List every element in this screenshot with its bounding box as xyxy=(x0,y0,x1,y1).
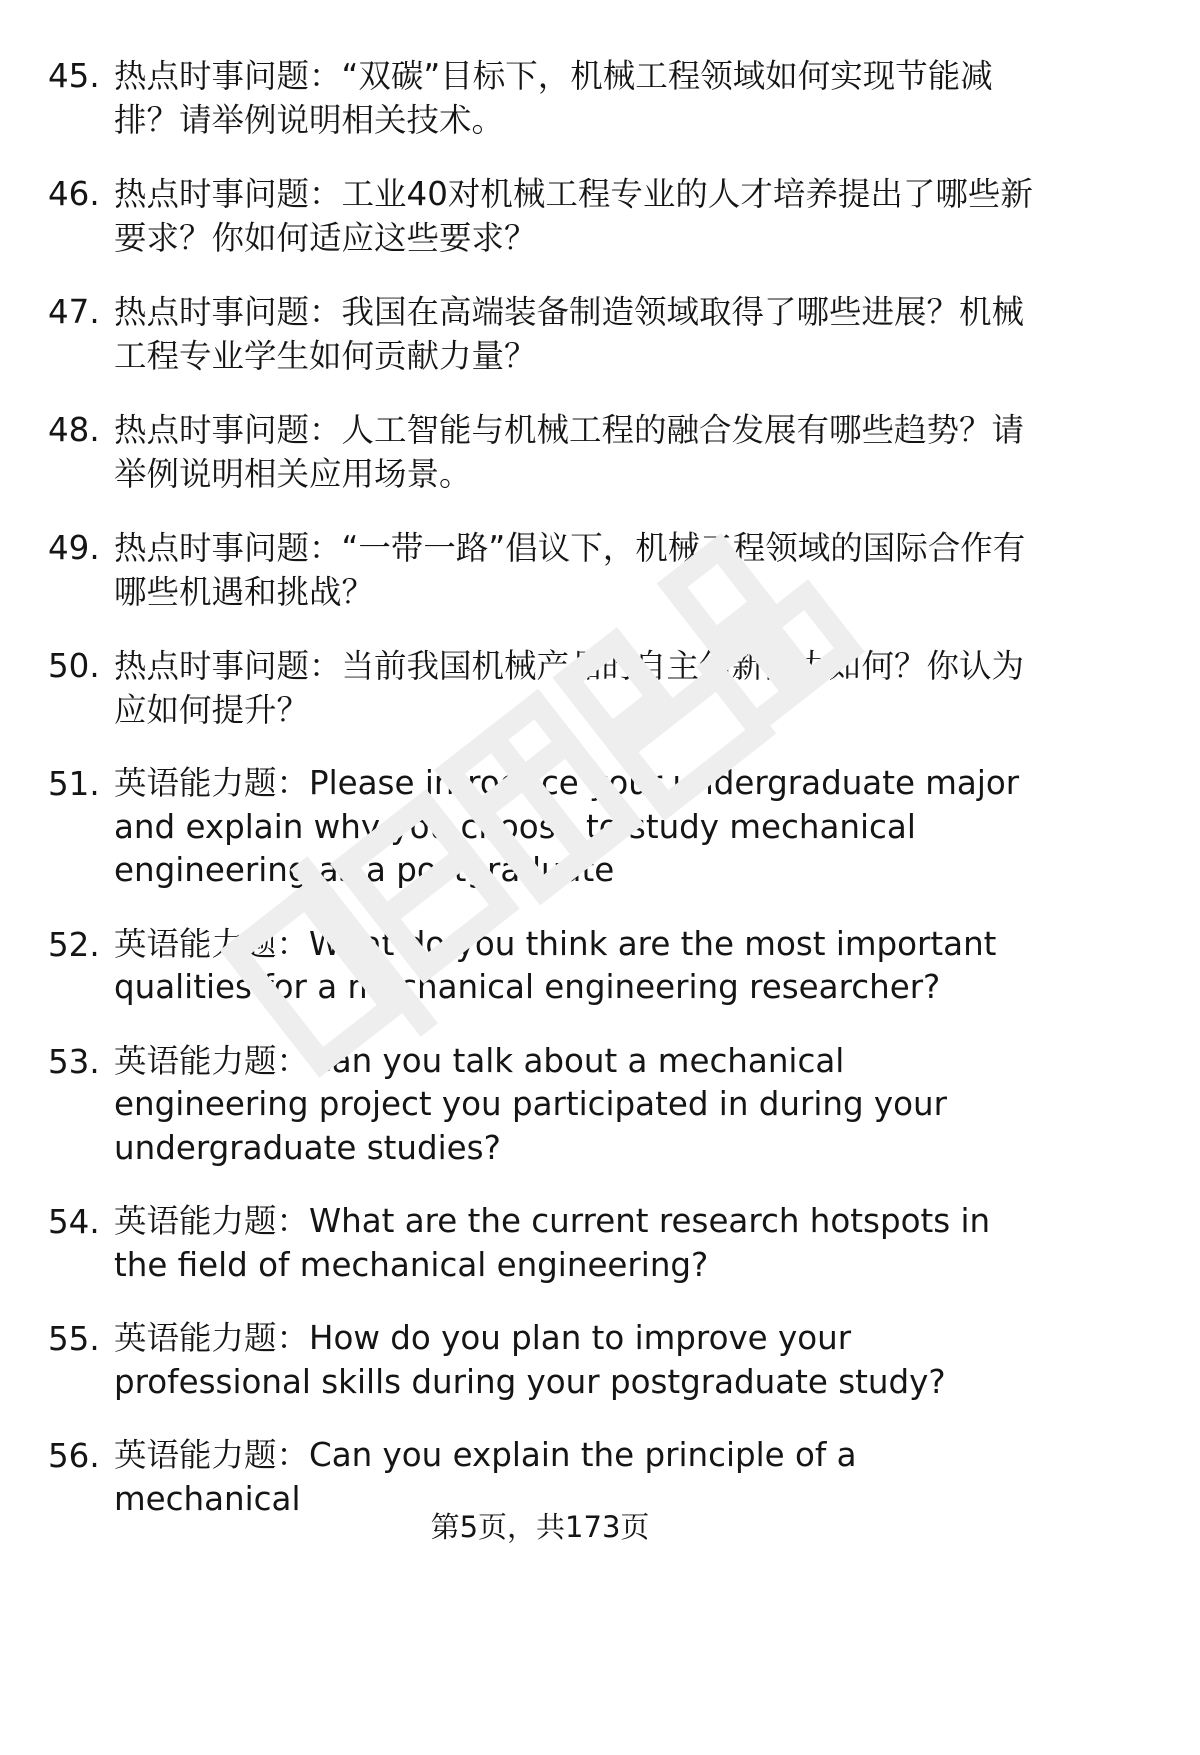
question-body xyxy=(114,762,1038,893)
question-category: 热点时事问题： xyxy=(114,293,342,331)
question-item xyxy=(48,644,1038,732)
question-body xyxy=(114,172,1038,260)
question-item xyxy=(48,290,1038,378)
question-category: 英语能力题： xyxy=(114,1436,310,1474)
question-text: Can you talk about a mechanical engineering project you participated in during your undergraduate studies? xyxy=(114,1041,948,1167)
question-item xyxy=(48,1040,1038,1171)
question-list xyxy=(48,54,1038,1551)
question-text: How do you plan to improve your professional skills during your postgraduate study? xyxy=(114,1319,946,1401)
question-number: 48. xyxy=(48,411,100,449)
question-number: 45. xyxy=(48,57,100,95)
question-body xyxy=(114,644,1038,732)
question-item xyxy=(48,1200,1038,1287)
question-number: 47. xyxy=(48,293,100,331)
question-number: 50. xyxy=(48,647,100,685)
question-number: 49. xyxy=(48,529,100,567)
question-category: 热点时事问题： xyxy=(114,175,342,213)
question-text: 人工智能与机械工程的融合发展有哪些趋势？请举例说明相关应用场景。 xyxy=(114,411,1025,493)
question-body xyxy=(114,408,1038,496)
question-item xyxy=(48,408,1038,496)
question-number: 53. xyxy=(48,1042,100,1081)
question-body xyxy=(114,526,1038,614)
question-body xyxy=(114,290,1038,378)
question-body xyxy=(114,54,1038,142)
question-body xyxy=(114,923,1038,1010)
question-number: 56. xyxy=(48,1437,100,1475)
question-number: 46. xyxy=(48,175,100,213)
question-category: 英语能力题： xyxy=(114,1319,310,1357)
question-number: 51. xyxy=(48,765,100,803)
question-text: 当前我国机械产品的自主创新能力如何？你认为应如何提升？ xyxy=(114,647,1025,729)
question-category: 英语能力题： xyxy=(114,764,310,802)
question-number: 55. xyxy=(48,1320,100,1358)
question-text: What are the current research hotspots in the field of mechanical engineering? xyxy=(114,1202,991,1284)
question-category: 热点时事问题： xyxy=(114,411,342,449)
question-item xyxy=(48,526,1038,614)
question-item xyxy=(48,172,1038,260)
question-category: 热点时事问题： xyxy=(114,529,342,567)
question-text: “双碳”目标下，机械工程领域如何实现节能减排？请举例说明相关技术。 xyxy=(114,57,993,139)
question-category: 英语能力题： xyxy=(114,1041,310,1080)
question-body xyxy=(114,1200,1038,1287)
question-text: 我国在高端装备制造领域取得了哪些进展？机械工程专业学生如何贡献力量？ xyxy=(114,293,1025,375)
question-category: 英语能力题： xyxy=(114,1202,310,1240)
question-text: Can you explain the principle of a mechanical xyxy=(114,1436,857,1518)
question-text: 工业40对机械工程专业的人才培养提出了哪些新要求？你如何适应这些要求？ xyxy=(114,175,1033,257)
question-item xyxy=(48,54,1038,142)
question-text: Please introduce your undergraduate major and explain why you choose to study mechanical engineering as a postgraduate xyxy=(114,764,1020,889)
question-category: 热点时事问题： xyxy=(114,647,342,685)
question-body xyxy=(114,1040,1038,1171)
question-text: “一带一路”倡议下，机械工程领域的国际合作有哪些机遇和挑战？ xyxy=(114,529,1026,611)
question-item xyxy=(48,762,1038,893)
question-category: 英语能力题： xyxy=(114,924,310,963)
question-category: 热点时事问题： xyxy=(114,57,342,95)
question-number: 52. xyxy=(48,925,100,964)
question-number: 54. xyxy=(48,1203,100,1241)
page-footer: 第5页，共173页 xyxy=(430,1510,650,1544)
question-item xyxy=(48,1317,1038,1404)
question-text: What do you think are the most important qualities for a mechanical engineering researcher? xyxy=(114,924,997,1006)
question-body xyxy=(114,1317,1038,1404)
question-item xyxy=(48,923,1038,1010)
